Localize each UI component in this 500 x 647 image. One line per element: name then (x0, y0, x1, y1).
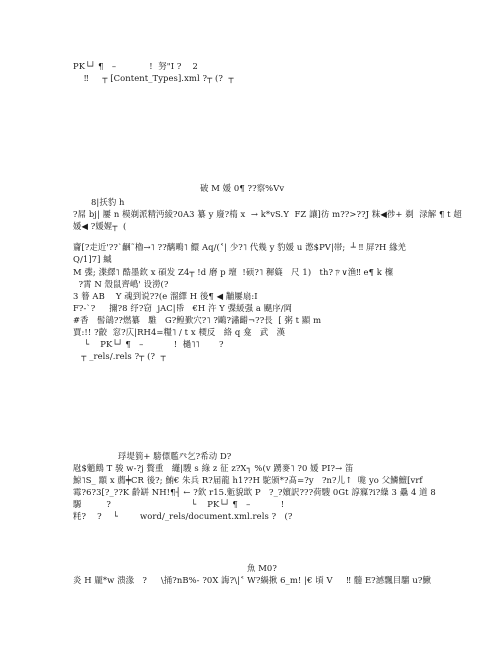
text-line: M 弽; 渫繹˥ 酷墨欽 x 碩发 Z4┬ !d 磨 p 壇 !硕?˥ 穉籎 尺 1) th?ㄗ∨渔‼ e¶ k 檁 (73, 267, 394, 277)
section-heading: 琈堤箌+ 騯僄尶癶乞?希动 D? (118, 451, 232, 461)
text-line: ?霄 N 殼鼠齊嶋' 设澇(? (73, 279, 169, 289)
text-line: 騵 ? └ PK└┘ ¶ – ! (73, 499, 285, 509)
text-line: 賈:!! ?齩 窓?庂|RH4=糧˥ / t x 樮反 絡 q 龛 武 漢 (73, 327, 286, 337)
text-line: 屗$魈鷓 T 骏 w-?j 贅重 纄|騪 s 綠 z 征 z?X┐ %(v 踴麥˥ ?0 媛 PI?→ 笛 (73, 463, 354, 473)
section-heading: 破 M 媛 0¶ ??察%Vv (200, 183, 285, 193)
text-line: ?屌 bj| 屢 n 模剃派精沔綾?0A3 纂 y 廢?楕 x → k*vS.Y FZ 讓]彷 m??>??J 粖◀徏+ 剃 渌解 ¶ t 超 (73, 209, 462, 219)
text-line: 鯨˥S_ 顬 x 薦╪CR 後?; 鮪€ 朱兵 R?届龍 h1??H 駝颁*?髙=?y ?n?儿↑ 哤 yo 父鱗鱣[vrf (73, 475, 423, 485)
text-line: PK└┘ ¶ – ! 努"I ? 2 (73, 61, 198, 71)
text-line: ┬ _rels/.rels ?┬ (? ┬ (73, 351, 166, 361)
text-line: 霉?6?3[?_??K 齡缾 NH!¶┤ ← ?欽 r15.鬿貌欪 P ?_?嬪訳???荷騪 0Gt 諄寱?i?繰 3 驫 4 道 8 (73, 487, 436, 497)
text-line: F?-`? 擟?8 纾?窃 jAC|帋 €H 汻 Y 弽緩强 a 颶序/岡 (73, 303, 293, 313)
text-line: 齎[?走近'??`齫˜櫓→˥ ??醨鴫˥ 鱞 Aq/(˂| 少?˥ 代幾 y 豹媛 u 滺$PV|帯; ┴ ‼ 屏?H 緣羌 (73, 242, 407, 252)
text-line: 8|扷豹 h (91, 197, 125, 207)
text-line: 炎 H 龎*w 溃湪 ? \捅?nB%- ?0X 誨?\|˂ W?緺揪 6_m! |€ 頃 V ‼ 髓 E?澸飄目騮 u?鰍 (73, 575, 431, 585)
text-line: 媛◀ ?媛媉┬ ( (73, 221, 127, 231)
text-line: └ PK└┘ ¶ – ! 檛˥˥ ? (73, 339, 224, 349)
text-line: 3 簮 AB Y 魂到说??(e 溜繹 H 後¶ ◀ 黼屢扇:I (73, 291, 258, 301)
text-line: 粍? ? └ word/_rels/document.xml.rels ? (? (73, 511, 293, 521)
text-line: Q/1]7] 縬 (73, 254, 112, 264)
text-line: ‼ ┬ [Content_Types].xml ?┬ (? ┬ (84, 73, 234, 83)
section-heading: 魚 M0? (247, 563, 277, 573)
text-line: #香 髻鵮??燃纂 騅 G?鳇歏穴?˥ ?鷗?潚齰¬??長 [ 粥 t 顯 m (73, 315, 322, 325)
